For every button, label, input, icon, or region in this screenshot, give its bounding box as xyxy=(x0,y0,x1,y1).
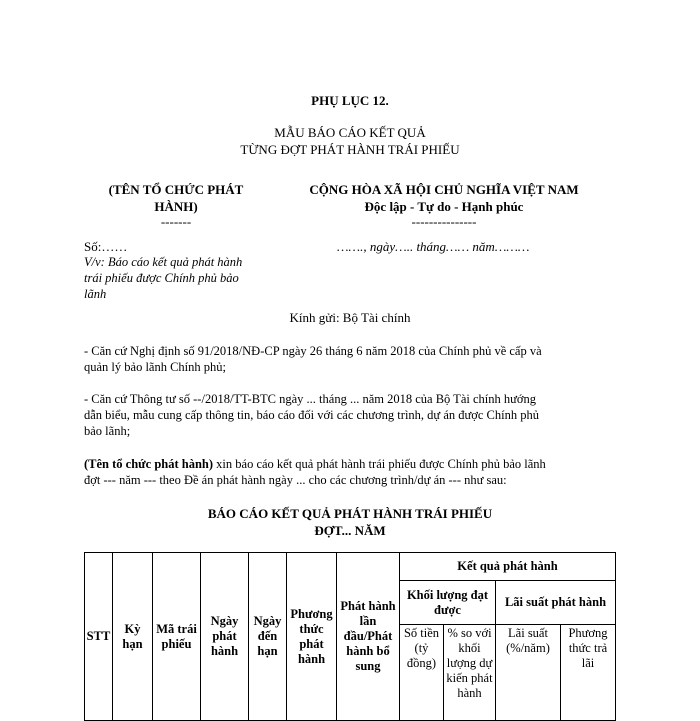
group-issue-results: Kết quả phát hành xyxy=(400,553,616,581)
basis-paragraph-1-line2: quản lý bảo lãnh Chính phủ; xyxy=(84,360,226,374)
nation-title: CỘNG HÒA XÃ HỘI CHỦ NGHĨA VIỆT NAM xyxy=(309,182,579,197)
issuer-name-line1: (TÊN TỔ CHỨC PHÁT xyxy=(108,182,244,197)
group-issue-rate: Lãi suất phát hành xyxy=(496,581,616,625)
report-table xyxy=(84,552,616,721)
sub-amount: Số tiền (tỷ đồng) xyxy=(400,625,444,721)
report-intro-line2: đợt --- năm --- theo Đề án phát hành ngày ... cho các chương trình/dự án --- như sau: xyxy=(84,473,507,487)
document-date: ……., ngày….. tháng…… năm……… xyxy=(337,239,530,254)
nation-motto: Độc lập - Tự do - Hạnh phúc xyxy=(364,199,524,214)
issuer-placeholder: (Tên tổ chức phát hành) xyxy=(84,457,214,471)
report-intro-text: xin báo cáo kết quả phát hành trái phiếu được Chính phủ bảo lãnh xyxy=(213,457,546,471)
report-intro-line1 xyxy=(84,456,546,473)
form-title-line1: MẪU BÁO CÁO KẾT QUẢ xyxy=(274,125,426,140)
col-maturity-date: Ngày đến hạn xyxy=(249,553,287,721)
basis-paragraph-2-line1: - Căn cứ Thông tư số --/2018/TT-BTC ngày ... tháng ... năm 2018 của Bộ Tài chính hướng xyxy=(84,392,536,406)
report-title-line2: ĐỢT... NĂM xyxy=(314,523,386,538)
col-issue-type: Phát hành lần đầu/Phát hành bổ sung xyxy=(337,553,400,721)
col-bond-code: Mã trái phiếu xyxy=(153,553,201,721)
issuer-rule: ------- xyxy=(160,214,192,229)
report-title-line1: BÁO CÁO KẾT QUẢ PHÁT HÀNH TRÁI PHIẾU xyxy=(207,506,493,521)
subject-line3: lãnh xyxy=(84,287,107,301)
recipient: Kính gửi: Bộ Tài chính xyxy=(289,310,411,325)
basis-paragraph-2-line2: dẫn biểu, mẫu cung cấp thông tin, báo cáo đối với các chương trình, dự án được Chính phủ xyxy=(84,408,539,422)
col-issue-method: Phương thức phát hành xyxy=(287,553,337,721)
issuer-name-line2: HÀNH) xyxy=(154,199,198,214)
sub-interest-rate: Lãi suất (%/năm) xyxy=(496,625,561,721)
subject-line2: trái phiếu được Chính phủ bảo xyxy=(84,271,239,285)
form-title-line2: TỪNG ĐỢT PHÁT HÀNH TRÁI PHIẾU xyxy=(240,142,460,157)
basis-paragraph-1-line1: - Căn cứ Nghị định số 91/2018/NĐ-CP ngày 26 tháng 6 năm 2018 của Chính phủ về cấp và xyxy=(84,344,542,358)
motto-rule: --------------- xyxy=(411,214,477,229)
col-term: Kỳ hạn xyxy=(113,553,153,721)
appendix-heading: PHỤ LỤC 12. xyxy=(311,93,389,108)
sub-percent-planned: % so với khối lượng dự kiến phát hành xyxy=(444,625,496,721)
col-issue-date: Ngày phát hành xyxy=(201,553,249,721)
sub-payment-method: Phương thức trả lãi xyxy=(561,625,616,721)
document-number: Số:…… xyxy=(84,239,128,254)
col-stt: STT xyxy=(85,553,113,721)
subject-line1: V/v: Báo cáo kết quả phát hành xyxy=(84,255,243,269)
basis-paragraph-2-line3: bảo lãnh; xyxy=(84,424,131,438)
group-volume-achieved: Khối lượng đạt được xyxy=(400,581,496,625)
